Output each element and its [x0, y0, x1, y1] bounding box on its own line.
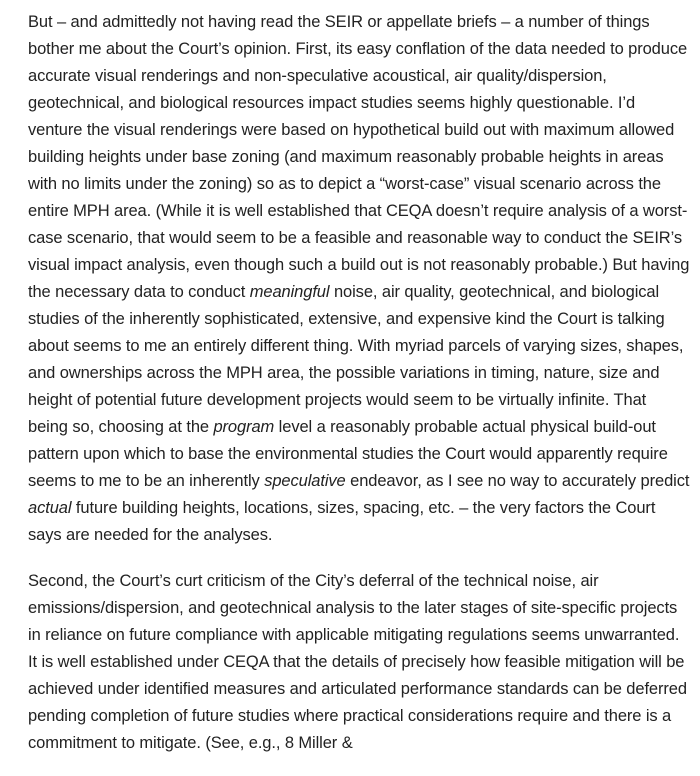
- text-segment: But – and admittedly not having read the SEIR or appellate briefs – a number of things bother me about the Court’s opinion. First, its easy conflation of the data needed to produce accurate visual renderings and non-speculative acoustical, air quality/dispersion, geotechnical, and biological resources impact studies seems highly questionable. I’d venture the visual renderings were based on hypothetical build out with maximum allowed building heights under base zoning (and maximum reasonably probable heights in areas with no limits under the zoning) so as to depict a “worst-case” visual scenario across the entire MPH area. (While it is well established that CEQA doesn’t require analysis of a worst-case scenario, that would seem to be a feasible and reasonable way to conduct the SEIR’s visual impact analysis, even though such a build out is not reasonably probable.) But having the necessary data to conduct: [28, 13, 690, 301]
- text-segment: level a reasonably probable actual physical build-out pattern upon which to base the environmental studies the Court would apparently require seems to me to be an inherently: [28, 418, 668, 490]
- text-segment: endeavor, as I see no way to accurately predict: [345, 472, 690, 490]
- paragraph-2: [28, 568, 690, 757]
- text-segment: future building heights, locations, sizes, spacing, etc. – the very factors the Court says are needed for the analyses.: [28, 499, 656, 544]
- emphasis-meaningful: meaningful: [249, 283, 330, 301]
- article-body: [28, 9, 690, 776]
- emphasis-program: program: [213, 418, 275, 436]
- paragraph-1: [28, 9, 690, 549]
- emphasis-speculative: speculative: [264, 472, 346, 490]
- text-segment: noise, air quality, geotechnical, and biological studies of the inherently sophisticated, extensive, and expensive kind the Court is talking about seems to me an entirely different thing. With myriad parcels of varying sizes, shapes, and ownerships across the MPH area, the possible variations in timing, nature, size and height of potential future development projects would seem to be virtually infinite. That being so, choosing at the: [28, 283, 684, 436]
- emphasis-actual: actual: [28, 499, 72, 517]
- text-segment: Second, the Court’s curt criticism of the City’s deferral of the technical noise, air emissions/dispersion, and geotechnical analysis to the later stages of site-specific projects in reliance on future compliance with applicable mitigating regulations seems unwarranted. It is well established under CEQA that the details of precisely how feasible mitigation will be achieved under identified measures and articulated performance standards can be deferred pending completion of future studies where practical considerations require and there is a commitment to mitigate. (See, e.g., 8 Miller &: [28, 572, 687, 752]
